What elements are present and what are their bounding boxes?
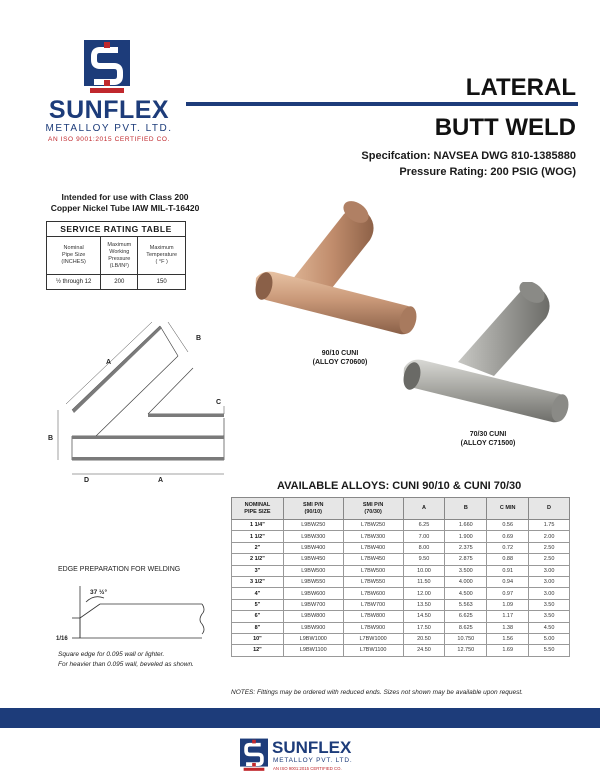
page-title-line1: LATERAL	[465, 74, 576, 101]
service-rating-table	[46, 221, 186, 290]
col-pn-7030: SMI P/N (70/30)	[343, 498, 403, 520]
table-cell: 13.50	[403, 599, 445, 610]
service-table-title: SERVICE RATING TABLE	[47, 222, 186, 237]
col-c-min: C MIN	[487, 498, 529, 520]
table-cell: L9BW700	[283, 599, 343, 610]
table-cell: 14.50	[403, 611, 445, 622]
table-row	[232, 633, 570, 644]
table-row	[232, 622, 570, 633]
table-cell: 1.75	[529, 520, 570, 531]
table-row	[232, 554, 570, 565]
table-cell: 6.25	[403, 520, 445, 531]
table-cell: 5.563	[445, 599, 487, 610]
col-pn-9010: SMI P/N (90/10)	[283, 498, 343, 520]
cuni-7030-lateral-photo	[398, 282, 578, 428]
table-cell: 11.50	[403, 576, 445, 587]
brand-iso: AN ISO 9001:2015 CERTIFIED CO.	[48, 136, 170, 143]
table-cell: 4.000	[445, 576, 487, 587]
diagram-label-a-bottom: A	[158, 477, 164, 484]
table-cell: 3.50	[529, 599, 570, 610]
table-cell: 3 1/2"	[232, 576, 284, 587]
table-cell: 1 1/2"	[232, 531, 284, 542]
col-d: D	[529, 498, 570, 520]
col-nominal-size: NOMINAL PIPE SIZE	[232, 498, 284, 520]
table-cell: 1.17	[487, 611, 529, 622]
table-cell: 8.625	[445, 622, 487, 633]
footer-brand-name: SUNFLEX	[272, 738, 352, 757]
table-cell: 0.97	[487, 588, 529, 599]
table-cell: 20.50	[403, 633, 445, 644]
table-cell: 1.660	[445, 520, 487, 531]
land-label: 1/16	[56, 636, 68, 642]
available-alloys-heading: AVAILABLE ALLOYS: CUNI 90/10 & CUNI 70/30	[277, 480, 522, 492]
table-cell: 1.69	[487, 645, 529, 656]
edge-prep-title: EDGE PREPARATION FOR WELDING	[58, 566, 181, 573]
table-cell: L9BW450	[283, 554, 343, 565]
table-cell: 0.91	[487, 565, 529, 576]
table-cell: 1.09	[487, 599, 529, 610]
table-cell: 0.94	[487, 576, 529, 587]
table-cell: 4.50	[529, 622, 570, 633]
table-cell: 3.00	[529, 588, 570, 599]
table-cell: 0.56	[487, 520, 529, 531]
table-row	[232, 565, 570, 576]
table-cell: 1 1/4"	[232, 520, 284, 531]
table-cell: 7.00	[403, 531, 445, 542]
table-cell: L7BW450	[343, 554, 403, 565]
table-cell: 10"	[232, 633, 284, 644]
table-cell: L7BW300	[343, 531, 403, 542]
service-value-pressure: 200	[101, 275, 138, 290]
specification-text: Specifcation: NAVSEA DWG 810-1385880	[361, 150, 576, 162]
table-cell: L7BW550	[343, 576, 403, 587]
caption-cuni-7030: 70/30 CUNI (ALLOY C71500)	[460, 431, 516, 447]
table-cell: L7BW500	[343, 565, 403, 576]
table-row	[232, 645, 570, 656]
table-cell: L7BW600	[343, 588, 403, 599]
table-cell: 5.50	[529, 645, 570, 656]
dimension-table	[231, 497, 570, 657]
diagram-label-a-top: A	[106, 359, 112, 366]
table-row	[232, 599, 570, 610]
bevel-angle-label: 37 ½°	[90, 589, 108, 596]
table-row	[232, 611, 570, 622]
table-cell: 3"	[232, 565, 284, 576]
sunflex-logo-icon	[84, 40, 130, 94]
table-cell: 12.750	[445, 645, 487, 656]
service-value-temp: 150	[138, 275, 186, 290]
table-cell: 0.72	[487, 542, 529, 553]
table-cell: L9BW300	[283, 531, 343, 542]
table-row	[232, 531, 570, 542]
footer-logo-icon	[240, 738, 268, 772]
diagram-label-b-top: B	[196, 335, 202, 342]
service-value-size: ½ through 12	[47, 275, 101, 290]
table-cell: L7BW800	[343, 611, 403, 622]
edge-prep-diagram	[56, 580, 212, 648]
intended-use-note	[36, 192, 214, 214]
table-cell: 10.00	[403, 565, 445, 576]
intended-line2: Copper Nickel Tube IAW MIL-T-16420	[50, 203, 200, 213]
caption-cuni-9010: 90/10 CUNI (ALLOY C70600)	[312, 350, 368, 366]
table-cell: L9BW400	[283, 542, 343, 553]
notes-text: NOTES: Fittings may be ordered with reduced ends. Sizes not shown may be available upon request.	[231, 689, 523, 696]
table-cell: L9BW250	[283, 520, 343, 531]
table-cell: 4"	[232, 588, 284, 599]
table-cell: L7BW1100	[343, 645, 403, 656]
table-cell: 5.00	[529, 633, 570, 644]
table-cell: 12"	[232, 645, 284, 656]
table-cell: L9BW1000	[283, 633, 343, 644]
table-cell: L9BW550	[283, 576, 343, 587]
service-header-temp: Maximum Temperature ( °F )	[138, 237, 186, 275]
table-cell: 2.00	[529, 531, 570, 542]
table-row	[232, 520, 570, 531]
table-cell: 2"	[232, 542, 284, 553]
service-header-pressure: Maximum Working Pressure (LB/IN²)	[101, 237, 138, 275]
table-cell: 0.69	[487, 531, 529, 542]
footer-band	[0, 708, 600, 728]
col-b: B	[445, 498, 487, 520]
edge-note-bevel: For heavier than 0.095 wall, beveled as shown.	[58, 661, 194, 668]
intended-line1: Intended for use with Class 200	[61, 192, 189, 202]
brand-subtitle: METALLOY PVT. LTD.	[45, 123, 173, 134]
table-cell: 2.50	[529, 542, 570, 553]
table-cell: 24.50	[403, 645, 445, 656]
table-cell: 5"	[232, 599, 284, 610]
footer-brand-subtitle: METALLOY PVT. LTD.	[273, 757, 353, 764]
table-cell: 3.00	[529, 565, 570, 576]
table-cell: 10.750	[445, 633, 487, 644]
table-cell: 1.56	[487, 633, 529, 644]
footer-brand-iso: AN ISO 9001:2015 CERTIFIED CO.	[273, 766, 342, 771]
table-cell: 17.50	[403, 622, 445, 633]
page-title-line2: BUTT WELD	[434, 114, 576, 141]
diagram-label-c: C	[216, 399, 222, 406]
table-cell: 6.625	[445, 611, 487, 622]
table-cell: 1.900	[445, 531, 487, 542]
col-a: A	[403, 498, 445, 520]
brand-name: SUNFLEX	[48, 96, 170, 124]
service-header-size: Nominal Pipe Size (INCHES)	[47, 237, 101, 275]
diagram-label-d: D	[84, 477, 90, 484]
table-cell: 2.375	[445, 542, 487, 553]
table-cell: 3.00	[529, 576, 570, 587]
table-cell: L7BW700	[343, 599, 403, 610]
pressure-rating-text: Pressure Rating: 200 PSIG (WOG)	[399, 166, 576, 178]
table-cell: 1.38	[487, 622, 529, 633]
table-cell: 2.875	[445, 554, 487, 565]
table-cell: L9BW500	[283, 565, 343, 576]
table-cell: 6"	[232, 611, 284, 622]
table-cell: L9BW600	[283, 588, 343, 599]
table-cell: 2.50	[529, 554, 570, 565]
table-cell: L9BW800	[283, 611, 343, 622]
table-cell: 2 1/2"	[232, 554, 284, 565]
table-cell: 0.88	[487, 554, 529, 565]
table-cell: 8"	[232, 622, 284, 633]
dimension-table-header	[232, 498, 570, 520]
cuni-9010-lateral-photo	[252, 200, 422, 340]
table-cell: 3.50	[529, 611, 570, 622]
table-cell: L7BW1000	[343, 633, 403, 644]
table-cell: L9BW900	[283, 622, 343, 633]
title-divider	[186, 102, 578, 106]
table-cell: 12.00	[403, 588, 445, 599]
table-cell: 9.50	[403, 554, 445, 565]
table-row	[232, 542, 570, 553]
table-row	[232, 588, 570, 599]
table-cell: 8.00	[403, 542, 445, 553]
edge-note-square: Square edge for 0.095 wall or lighter.	[58, 651, 165, 658]
company-logo	[34, 40, 184, 160]
table-cell: L9BW1100	[283, 645, 343, 656]
table-cell: L7BW900	[343, 622, 403, 633]
table-cell: L7BW250	[343, 520, 403, 531]
table-row	[232, 576, 570, 587]
table-cell: 4.500	[445, 588, 487, 599]
lateral-dimension-drawing	[48, 318, 238, 486]
table-cell: 3.500	[445, 565, 487, 576]
table-cell: L7BW400	[343, 542, 403, 553]
footer-logo	[240, 738, 370, 774]
diagram-label-b-left: B	[48, 435, 54, 442]
